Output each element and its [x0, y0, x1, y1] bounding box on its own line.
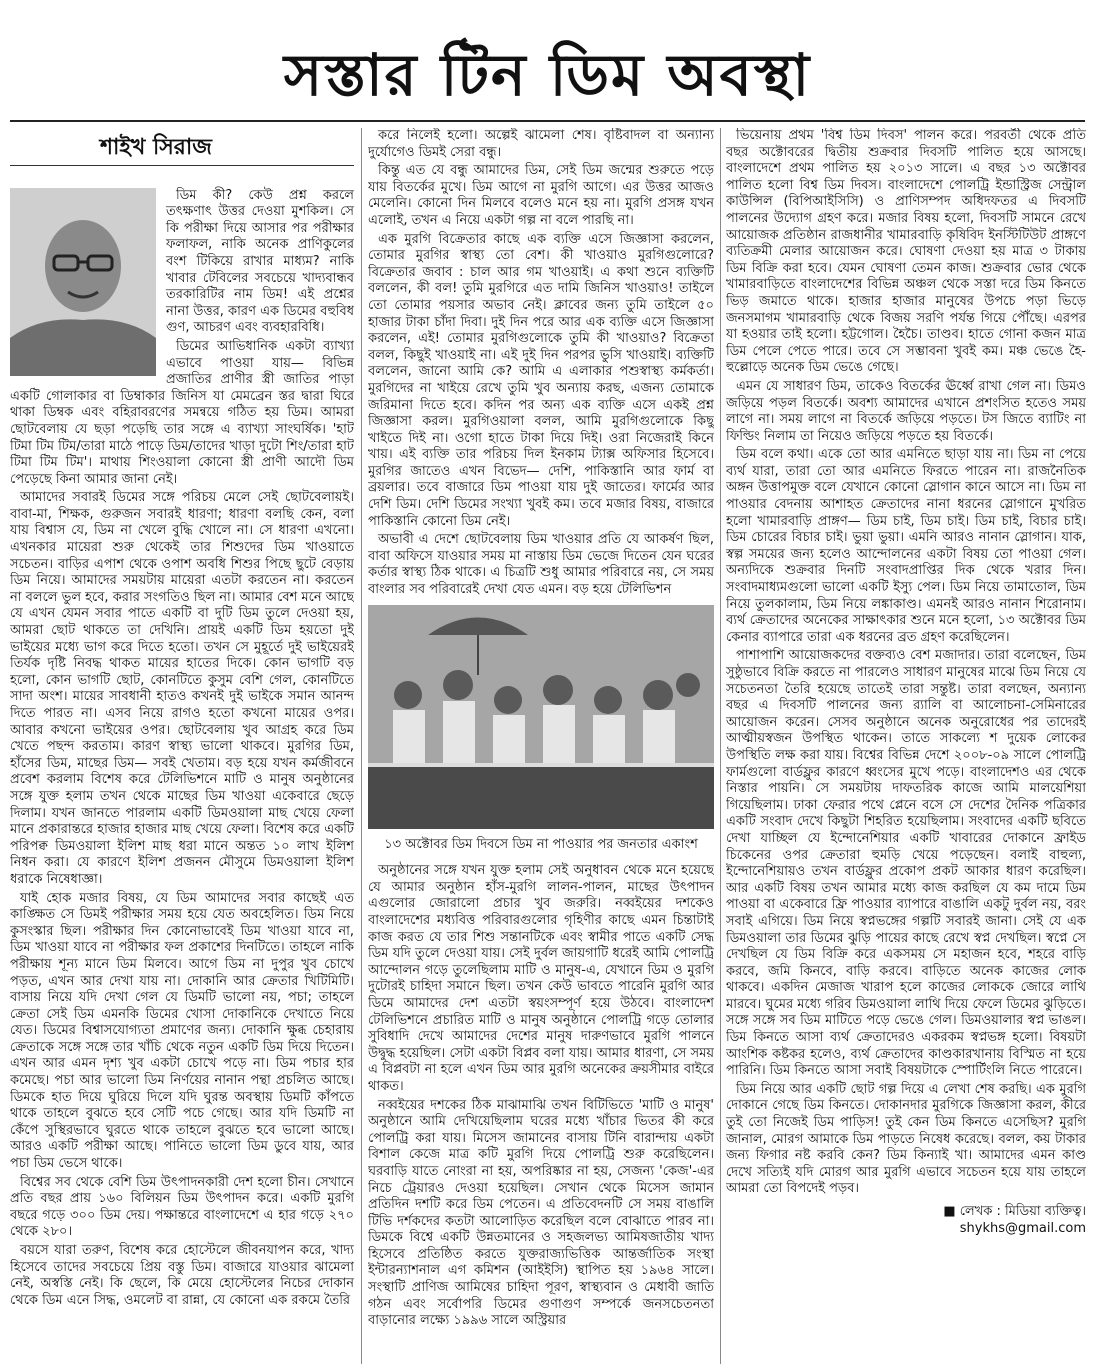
paragraph: ডিম কী? কেউ প্রশ্ন করলে তৎক্ষণাৎ উত্তর দেওয়া মুশকিল। সে কি পরীক্ষা দিয়ে আসার পর পরীক্ষার ফলাফল, নাকি অনেক প্রাণিকুলের বংশ টিকিয়ে রাখার মাধ্যম? নাকি খাবার টেবিলের সবচেয়ে খাদ্যবান্ধব তরকারিটির নাম ডিম! এই প্রশ্নের নানা উত্তর, কারণ এক ডিমের বহুবিধ গুণ, আচরণ এবং ব্যবহারবিধি। [166, 187, 354, 336]
paragraph: বিশ্বের সব থেকে বেশি ডিম উৎপাদনকারী দেশ হলো চীন। সেখানে প্রতি বছর প্রায় ১৬০ বিলিয়ন ডিম উৎপাদন করে। একটি মুরগি বছরে গড়ে ৩০০ ডিম দেয়। পক্ষান্তরে বাংলাদেশে এ হার গড়ে ২৭০ থেকে ২৮০। [10, 1174, 354, 1240]
crowd-photo [368, 605, 714, 829]
paragraph: ডিম নিয়ে আর একটি ছোট গল্প দিয়ে এ লেখা শেষ করছি। এক মুরগি দোকানে গেছে ডিম কিনতে। দোকানদার মুরগিকে জিজ্ঞাসা করল, কীরে তুই তো নিজেই ডিম পাড়িস! তুই কেন ডিম কিনতে এসেছিস? মুরগি জানাল, মোরগ আমাকে ডিম পাড়তে নিষেধ করেছে। বলল, কয় টাকার জন্য ফিগার নষ্ট করবি কেন? ডিম কিন্যাই খা। আমাদের এমন কাণ্ড দেখে সত্যিই যদি মোরগ আর মুরগি এভাবে সচেতন হয়ে যায় তাহলে আমরা তো বিপদেই পড়ব। [726, 1081, 1086, 1197]
paragraph: ডিমের আভিধানিক একটা ব্যাখ্যা এভাবে পাওয়া যায়— বিভিন্ন প্রজাতির প্রাণীর স্ত্রী জাতির পাড়া একটি গোলাকার বা ডিম্বাকার জিনিস যা মেমব্রেন স্তর দ্বারা ঘিরে থাকা ডিম্বক এবং বহিরাবরণের সমন্বয়ে গঠিত হয় ডিম। আমরা ছোটবেলায় যে ছড়া পড়েছি তার সঙ্গে এ ব্যাখ্যা সাংঘর্ষিক। 'হাট টিমা টিম টিম/তারা মাঠে পাড়ে ডিম/তাদের খাড়া দুটো শিং/তারা হাট টিমা টিম টিম'। মাথায় শিংওয়ালা কোনো স্ত্রী প্রাণী আদৌ ডিম পেড়েছে কিনা আমার জানা নেই। [10, 338, 354, 487]
paragraph: নব্বইয়ের দশকের ঠিক মাঝামাঝি তখন বিটিভিতে 'মাটি ও মানুষ' অনুষ্ঠানে আমি দেখিয়েছিলাম ঘরের মধ্যে খাঁচার ভিতর কী করে পোলট্রি করা যায়। মিসেস জামানের বাসায় টিনি বারান্দায় একটা বিশাল কেজে মাত্র কটি মুরগি দিয়ে পোলট্রি শুরু করেছিলেন। ঘরবাড়ি যাতে নোংরা না হয়, অপরিষ্কার না হয়, সেজন্য 'কেজ'-এর নিচে ট্রেয়ারও দেওয়া হয়েছিল। সেখান থেকে মিসেস জামান প্রতিদিন দশটি করে ডিম পেতেন। এ প্রতিবেদনটি সে সময় বাঙালি টিভি দর্শকদের কতটা আলোড়িত করেছিল বলে বোঝাতে পারব না। ডিমকে বিশ্বে একটি উন্নতমানের ও সহজলভ্য আমিষজাতীয় খাদ্য হিসেবে প্রতিষ্ঠিত করতে যুক্তরাজ্যভিত্তিক আন্তর্জাতিক সংস্থা ইন্টারন্যাশনাল এগ কমিশন (আইইসি) স্থাপিত হয় ১৯৬৪ সালে। সংস্থাটি প্রাণিজ আমিষের চাহিদা পূরণ, স্বাস্থ্যবান ও মেধাবী জাতি গঠন এবং সর্বোপরি ডিমের গুণাগুণ সম্পর্কে জনসচেতনতা বাড়ানোর লক্ষ্যে ১৯৯৬ সালে অস্ট্রিয়ার [368, 1097, 714, 1329]
paragraph: অনুষ্ঠানের সঙ্গে যখন যুক্ত হলাম সেই অনুধাবন থেকে মনে হয়েছে যে আমার অনুষ্ঠান হাঁস-মুরগি লালন-পালন, মাছের উৎপাদন এগুলোর জোরালো প্রচার খুব জরুরি। নব্বইয়ের দশকেও বাংলাদেশের মধ্যবিত্ত পরিবারগুলোর গৃহিণীর কাছে এমন চিন্তাটাই কাজ করত যে তার শিশু সন্তানটিকে এবং স্বামীর পাতে একটি সেদ্ধ ডিম যদি তুলে দেওয়া যায়। সেই দুর্বল জায়গাটি ধরেই আমি পোলট্রি আন্দোলন গড়ে তুলেছিলাম মাটি ও মানুষ-এ, যেখানে ডিম ও মুরগি দুটোরই চাহিদা সমানে ছিল। তখন কেউ ভাবতে পারেনি মুরগি আর ডিমে আমাদের দেশ এতটা স্বয়ংসম্পূর্ণ হয়ে উঠবে। বাংলাদেশ টেলিভিশনে প্রচারিত মাটি ও মানুষ অনুষ্ঠানে পোলট্রি গড়ে তোলার সুবিধাদি দেখে আমাদের দেশের মানুষ দারুণভাবে মুরগি পালনে উদ্বুদ্ধ হয়েছিল। সেটা একটা বিপ্লব বলা যায়। আমার ধারণা, সে সময় এ বিপ্লবটা না হলে এখন ডিম আর মুরগি অনেকের ক্রয়সীমার বাইরে থাকত। [368, 863, 714, 1094]
paragraph: ডিম বলে কথা। একে তো আর এমনিতে ছাড়া যায় না। ডিম না পেয়ে ব্যর্থ যারা, তারা তো আর এমনিতে ফিরতে পারেন না। রাজনৈতিক অঙ্গন উত্তাপমুক্ত বলে যেখানে কোনো স্লোগান কানে আসে না। ডিম না পাওয়ার বেদনায় আশাহত ক্রেতাদের নানা ধরনের স্লোগানে মুখরিত হলো খামারবাড়ি প্রাঙ্গণ— ডিম চাই, ডিম চাই। ডিম চাই, বিচার চাই। ডিম চোরের বিচার চাই। ভুয়া ভুয়া। এমনি আরও নানান স্লোগান। যাক, স্বল্প সময়ের জন্য হলেও আন্দোলনের একটা বিষয় তো পাওয়া গেল। অন্যদিকে শুক্রবার দিনটি সংবাদপ্রাপ্তির দিক থেকে খরার দিন। সংবাদমাধ্যমগুলো ভালো একটি ইস্যু পেল। ডিম নিয়ে তামাতোল, ডিম নিয়ে তুলকালাম, ডিম নিয়ে লঙ্কাকাণ্ড। এমনই আরও নানান শিরোনাম। ব্যর্থ ক্রেতাদের অনেকের সাক্ষাৎকার শুনে মনে হলো, ১৩ অক্টোবর ডিম কেনার ব্যাপারে তারা এক ধরনের ব্রত গ্রহণ করেছিলেন। [726, 447, 1086, 645]
paragraph: ভিয়েনায় প্রথম 'বিশ্ব ডিম দিবস' পালন করে। পরবর্তী থেকে প্রতি বছর অক্টোবরের দ্বিতীয় শুক্রবার দিবসটি পালিত হয়ে আসছে। বাংলাদেশে প্রথম পালিত হয় ২০১৩ সালে। এ বছর ১৩ অক্টোবর পালিত হলো বিশ্ব ডিম দিবস। বাংলাদেশে পোলট্রি ইন্ডাস্ট্রিজ সেন্ট্রাল কাউন্সিল (বিপিআইসিসি) ও প্রাণিসম্পদ অধিদফতর এ দিবসটি পালনের উদ্যোগ গ্রহণ করে। মজার বিষয় হলো, দিবসটি সামনে রেখে আয়োজক প্রতিষ্ঠান রাজধানীর খামারবাড়ি কৃষিবিদ ইনস্টিটিউট প্রাঙ্গণে ব্যতিক্রমী মেলার আয়োজন করে। ঘোষণা দেওয়া হয় মাত্র ৩ টাকায় ডিম বিক্রি করা হবে। যেমন ঘোষণা তেমন কাজ। শুক্রবার ভোর থেকে খামারবাড়িতে বাংলাদেশের বিভিন্ন অঞ্চল থেকে সস্তা দরে ডিম কিনতে ভিড় জমাতে থাকে। হাজার হাজার মানুষের উপচে পড়া ভিড়ে জনসমাগম খামারবাড়ি থেকে বিজয় সরণি পর্যন্ত গিয়ে পৌঁছে। এরপর যা হওয়ার তাই হলো। হট্টগোল। হৈচৈ। তাণ্ডব। হাতে গোনা কজন মাত্র ডিম পেলে পেতে পারে। তবে সে সম্ভাবনা খুবই কম। মঞ্চ ভেঙে হৈ-হুল্লোড়ে অনেক ডিম ভেঙে গেছে। [726, 128, 1086, 376]
paragraph: এক মুরগি বিক্রেতার কাছে এক ব্যক্তি এসে জিজ্ঞাসা করলেন, তোমার মুরগির স্বাস্থ্য তো বেশ। কী খাওয়াও মুরগিগুলোরে? বিক্রেতার জবাব : চাল আর গম খাওয়াই। এ কথা শুনে ব্যক্তিটি বললেন, কী বল! তুমি মুরগিরে এত দামি জিনিস খাওয়াও! তাইলে তো তোমার পয়সার অভাব নেই। ক্লাবের জন্য তুমি তাইলে ৫০ হাজার টাকা চাঁদা দিবা। দুই দিন পরে আর এক ব্যক্তি এসে জিজ্ঞাসা করলেন, এই! তোমার মুরগিগুলোকে তুমি কী খাওয়াও? বিক্রেতা বলল, কিছুই খাওয়াই না। এই দুই দিন পরপর ভুসি খাওয়াই। ব্যক্তিটি বললেন, জানো আমি কে? আমি এ এলাকার পশুস্বাস্থ্য কর্মকর্তা। মুরগিদের না খাইয়ে রেখে তুমি খুব অন্যায় করছ, এজন্য তোমাকে জরিমানা দিতে হবে। কদিন পর অন্য এক ব্যক্তি এসে একই প্রশ্ন জিজ্ঞাসা করল। মুরগিওয়ালা বলল, আমি মুরগিগুলোকে কিছু খাইতে দিই না। ওগো হাতে টাকা দিয়ে দিই। ওরা নিজেরাই কিনে খায়। এই ব্যক্তি তার পরিচয় দিল ইনকাম ট্যাক্স অফিসার হিসেবে। মুরগির জাতেও এখন বিভেদ— দেশি, পাকিস্তানি আর ফার্ম বা ব্রয়লার। তবে বাজারে ডিম পাওয়া যায় দুই জাতের। ফার্মের আর দেশি ডিম। দেশি ডিমের সংখ্যা খুবই কম। তবে মজার বিষয়, বাজারে পাকিস্তানি কোনো ডিম নেই। [368, 231, 714, 529]
author-email: shykhs@gmail.com [959, 1220, 1086, 1236]
headline: সস্তার টিন ডিম অবস্থা [283, 41, 812, 109]
paragraph: করে নিলেই হলো। অল্পেই ঝামেলা শেষ। বৃষ্টিবাদল বা অন্যান্য দুর্যোগেও ডিমই সেরা বন্ধু। [368, 128, 714, 160]
column-divider [361, 128, 362, 1364]
byline: শাইখ সিরাজ [10, 128, 354, 166]
headline-rule [10, 120, 1085, 122]
column-2 [368, 128, 714, 1364]
paragraph: বয়সে যারা তরুণ, বিশেষ করে হোস্টেলে জীবনযাপন করে, খাদ্য হিসেবে তাদের সবচেয়ে প্রিয় বস্তু ডিম। বাজারে যাওয়ার ঝামেলা নেই, অস্বস্তি নেই। কি ছেলে, কি মেয়ে হোস্টেলের নিচের দোকান থেকে ডিম এনে সিদ্ধ, ওমলেট বা রান্না, যে কোনো এক রকমে তৈরি [10, 1243, 354, 1308]
paragraph: অভাবী এ দেশে ছোটবেলায় ডিম খাওয়ার প্রতি যে আকর্ষণ ছিল, বাবা অফিসে যাওয়ার সময় মা নাস্তায় ডিম ভেজে দিতেন যেন ঘরের কর্তার স্বাস্থ্য ঠিক থাকে। এ চিত্রটি শুধু আমার পরিবারে নয়, সে সময় বাংলার সব পরিবারেই দেখা যেত এমন। বড় হয়ে টেলিভিশন [368, 532, 714, 598]
column-2-text-bottom [368, 863, 714, 1330]
column-1 [10, 128, 354, 1364]
column-3-text [726, 128, 1086, 1198]
column-divider [720, 128, 721, 1364]
column-2-text-top [368, 128, 714, 599]
column-3 [726, 128, 1086, 1364]
paragraph: আমাদের সবারই ডিমের সঙ্গে পরিচয় মেলে সেই ছোটবেলায়ই। বাবা-মা, শিক্ষক, গুরুজন সবারই ধারণা; ধারণা বলছি কেন, বলা যায় বিশ্বাস যে, ডিম না খেলে বুদ্ধি খোলে না। সে ধারণা এখনো। এখনকার মায়েরা শুরু থেকেই তার শিশুদের ডিম খাওয়াতে সচেতন। বাড়ির এপাশ থেকে ওপাশ অবধি শিশুর পিছে ছুটে বেড়ায় ডিম নিয়ে। আমাদের সময়টায় মায়েরা এতটা করতেন না। করতেন না বললে ভুল হবে, করার সংগতিও ছিল না। আমার বেশ মনে আছে যে এখন যেমন সবার পাতে একটি বা দুটি ডিম তুলে দেওয়া হয়, আমরা ছোট থাকতে তা দেখিনি। প্রায়ই একটি ডিম হয়তো দুই ভাইয়ের মধ্যে ভাগ করে দিতে হতো। তখন সে মুহূর্তে দুই ভাইয়েরই তির্যক দৃষ্টি নিবদ্ধ থাকত মায়ের হাতের দিকে। কোন ভাগটি বড় হলো, কোন ভাগটি ছোট, কোনটিতে কুসুম বেশি গেল, কোনটিতে সাদা অংশ। মায়ের সাবধানী হাতও কখনই দুই ভাইকে সমান আনন্দ দিতে পারত না। এসব নিয়ে রাগও হতো কখনো মায়ের ওপর। আবার কখনো ভাইয়ের ওপর। ছোটবেলায় খুব আগ্রহ করে ডিম খেতে পছন্দ করতাম। কারণ স্বাস্থ্য ভালো থাকবে। মুরগির ডিম, হাঁসের ডিম, মাছের ডিম— সবই খেতাম। বড় হয়ে যখন কর্মজীবনে প্রবেশ করলাম বিশেষ করে টেলিভিশনে মাটি ও মানুষ অনুষ্ঠানের সঙ্গে যুক্ত হলাম তখন থেকে মাছের ডিম খাওয়া একেবারে ছেড়ে দিলাম। যখন জানতে পারলাম একটি ডিমওয়ালা মাছ খেয়ে ফেলা মানে প্রকারান্তরে হাজার হাজার মাছ খেয়ে ফেলা। বিশেষ করে একটি পরিপক্ব ডিমওয়ালা ইলিশ মাছ ধরা মানে অন্তত ১০ লাখ ইলিশ নিধন করা। যে কারণে ইলিশ প্রজনন মৌসুমে ডিমওয়ালা ইলিশ ধরাকে নিষেধাজ্ঞা। [10, 490, 354, 887]
photo-caption: ১৩ অক্টোবর ডিম দিবসে ডিম না পাওয়ার পর জনতার একাংশ [384, 836, 698, 852]
paragraph: যাই হোক মজার বিষয়, যে ডিম আমাদের সবার কাছেই এত কাঙ্ক্ষিত সে ডিমই পরীক্ষার সময় হয়ে যেত অবহেলিত। ডিম নিয়ে কুসংস্কার ছিল। পরীক্ষার দিন কোনোভাবেই ডিম খাওয়া যাবে না, ডিম খাওয়া যাবে না পরীক্ষার ফল প্রকাশের দিনটিতে। তাহলে নাকি পরীক্ষায় শূন্য মানে ডিম মিলবে। আগে ডিম না দুপুর খুব চোখে পড়ত, এখন আর দেখা যায় না। দোকানি আর ক্রেতার খিটিমিটি। বাসায় নিয়ে যদি দেখা গেল যে ডিমটি ভালো নয়, পচা; তাহলে ক্রেতা সেই ডিম এমনকি ডিমের খোসা দোকানিকে দেখাতে নিয়ে যেত। ডিমের বিশ্বাসযোগ্যতা প্রমাণের জন্য। দোকানি ক্ষুব্ধ চেহারায় ক্রেতাকে সঙ্গে সঙ্গে তার খাঁচি থেকে নতুন একটি ডিম দিয়ে দিতেন। এখন আর এমন দৃশ্য খুব একটা চোখে পড়ে না। ডিম পচার হার কমেছে। পচা আর ভালো ডিম নির্ণয়ের নানান পন্থা প্রচলিত আছে। ডিমকে হাত দিয়ে ঘুরিয়ে দিলে যদি ঘুরন্ত অবস্থায় ডিমটি কাঁপতে থাকে তাহলে বুঝতে হবে সেটি পচে গেছে। আর যদি ডিমটি না কেঁপে সুস্থিরভাবে ঘুরতে থাকে তাহলে বুঝতে হবে ভালো আছে। আরও একটি পরীক্ষা আছে। পানিতে ভালো ডিম ডুবে যায়, আর পচা ডিম ভেসে থাকে। [10, 890, 354, 1172]
author-photo [10, 188, 156, 376]
paragraph: এমন যে সাধারণ ডিম, তাকেও বিতর্কের ঊর্ধ্বে রাখা গেল না। ডিমও জড়িয়ে পড়ল বিতর্কে। অবশ্য আমাদের এখানে প্রশংসিত হতেও সময় লাগে না। সময় লাগে না বিতর্কে জড়িয়ে পড়তে। টস জিতে ব্যাটিং না ফিল্ডিং নিলাম তা নিয়েও জড়িয়ে পড়তে হয় বিতর্কে। [726, 378, 1086, 444]
paragraph: কিন্তু এত যে বন্ধু আমাদের ডিম, সেই ডিম জন্মের শুরুতে পড়ে যায় বিতর্কের মুখে। ডিম আগে না মুরগি আগে। এর উত্তর আজও মেলেনি। কোনো দিন মিলবে বলেও মনে হয় না। মুরগি প্রসঙ্গ যখন এলোই, তখন এ নিয়ে একটা গল্প না বলে পারছি না। [368, 163, 714, 228]
author-note: ■ লেখক : মিডিয়া ব্যক্তিত্ব। [943, 1204, 1086, 1219]
paragraph: পাশাপাশি আয়োজকদের বক্তব্যও বেশ মজাদার। তারা বলেছেন, ডিম সুষ্ঠুভাবে বিক্রি করতে না পারলেও সাধারণ মানুষের মাঝে ডিম নিয়ে যে সচেতনতা তৈরি হয়েছে তাতেই তারা সন্তুষ্ট। তারা বলছেন, অন্যান্য বছর এ দিবসটি পালনের জন্য র‍্যালি বা আলোচনা-সেমিনারের আয়োজন করেন। সেসব অনুষ্ঠানে অনেক অনুরোধের পর তাদেরই আত্মীয়স্বজন উপস্থিত থাকেন। তাতে সাকল্যে শ দুয়েক লোকের উপস্থিতি লক্ষ করা যায়। বিশ্বের বিভিন্ন দেশে ২০০৮-০৯ সালে পোলট্রি ফার্মগুলো বার্ডফ্লুর কারণে ধ্বংসের মুখে পড়ে। বাংলাদেশও এর থেকে নিস্তার পায়নি। সে সময়টায় দাফতরিক কাজে আমি মালয়েশিয়া গিয়েছিলাম। ঢাকা ফেরার পথে প্লেনে বসে সে দেশের দৈনিক পত্রিকার একটি সংবাদ দেখে কিছুটা শিহরিত হয়েছিলাম। সংবাদের একটি ছবিতে দেখা যাচ্ছিল যে ইন্দোনেশিয়ার একটি খাবারের দোকানে ফ্রাইড চিকেনের ওপর ক্রেতারা হুমড়ি খেয়ে পড়েছেন। বলাই বাহুল্য, ইন্দোনেশিয়ায়ও তখন বার্ডফ্লুর প্রকোপ প্রকট আকার ধারণ করেছিল। আর একটি বিষয় তখন আমার মধ্যে কাজ করছিল যে কম দামে ডিম পাওয়া বা একেবারে ফ্রি পাওয়ার ব্যাপারে বাঙালি একটু দুর্বল নয়, বরং সবাই এগিয়ে। ডিম নিয়ে স্বপ্নভঙ্গের গল্পটি সবারই জানা। সেই যে এক ডিমওয়ালা তার ডিমের ঝুড়ি পায়ের কাছে রেখে স্বপ্ন দেখছিল। স্বপ্নে সে দেখছিল যে ডিম বিক্রি করে একসময় সে মহাজন হবে, শহরে বাড়ি করবে, জমি কিনবে, বাড়ি করবে। বাড়িতে অনেক কাজের লোক থাকবে। একদিন মেজাজ খারাপ হলে কাজের লোককে জোরে লাথি মারবে। ঘুমের মধ্যে গরিব ডিমওয়ালা লাথি দিয়ে ফেলে ডিমের ঝুড়িতে। সঙ্গে সঙ্গে সব ডিম মাটিতে পড়ে ভেঙে গেল। ডিমওয়ালার স্বপ্ন ভাঙল। ডিম কিনতে আসা ব্যর্থ ক্রেতাদেরও একরকম স্বপ্নভঙ্গ হলো। বিষয়টা আংশিক কষ্টকর হলেও, ব্যর্থ ক্রেতাদের কাণ্ডকারখানায় বিস্মিত না হয়ে পারিনি। ডিম কিনতে আসা সবাই বিষয়টাকে স্পোর্টিংলি নিতে পারেনে। [726, 648, 1086, 1079]
